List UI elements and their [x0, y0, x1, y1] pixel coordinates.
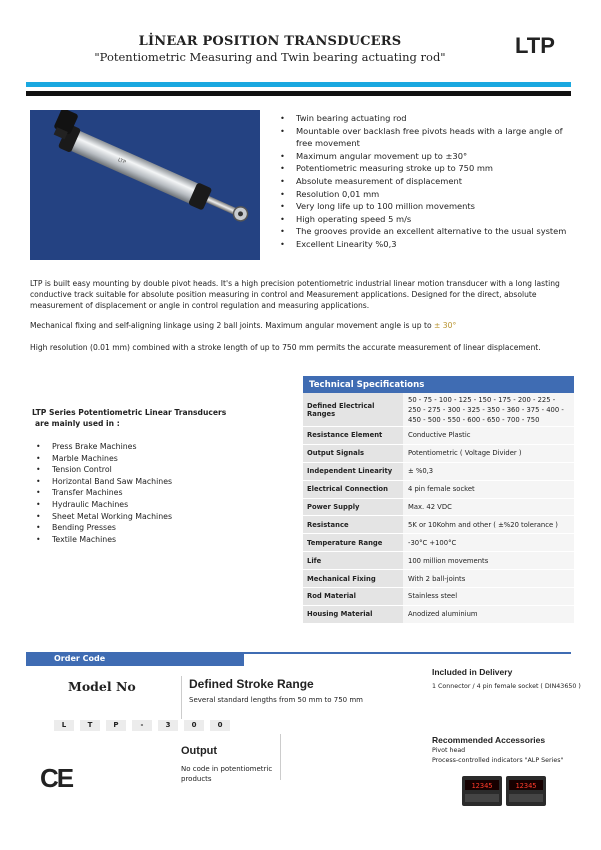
order-code-tab: Order Code: [26, 653, 244, 666]
feature-item: • Mountable over backlash free pivots heads with a large angle of free movement: [280, 125, 580, 150]
spec-row: [303, 445, 574, 463]
spec-key: Independent Linearity: [303, 463, 403, 480]
product-code: LTP: [515, 33, 555, 58]
svg-text:LTP: LTP: [116, 157, 127, 166]
spec-key: Resistance: [303, 516, 403, 533]
spec-row: [303, 534, 574, 552]
spec-row: [303, 552, 574, 570]
spec-value: 50 - 75 - 100 - 125 - 150 - 175 - 200 - 225 - 250 - 275 - 300 - 325 - 350 - 360 - 375 - 400 - 450 - 500 - 550 - 600 - 650 - 700 - 750: [403, 393, 574, 426]
description-text: Mechanical fixing and self-aligning linkage using 2 ball joints. Maximum angular movement angle is up to: [30, 321, 435, 330]
application-item: • Marble Machines: [36, 453, 172, 465]
spec-value: Max. 42 VDC: [403, 499, 574, 516]
spec-row: [303, 427, 574, 445]
feature-item: • Resolution 0,01 mm: [280, 188, 580, 201]
spec-value: -30°C +100°C: [403, 534, 574, 551]
delivery-text: 1 Connector / 4 pin female socket ( DIN43650 ): [432, 683, 581, 690]
description-paragraph-3: High resolution (0.01 mm) combined with a stroke length of up to 750 mm permits the accurate measurement of linear displacement.: [30, 343, 541, 352]
spec-key: Housing Material: [303, 606, 403, 623]
feature-item: • High operating speed 5 m/s: [280, 213, 580, 226]
application-item: • Bending Presses: [36, 522, 172, 534]
spec-value: 5K or 10Kohm and other ( ±%20 tolerance ): [403, 516, 574, 533]
product-photo: [30, 110, 260, 260]
stroke-range-title: Defined Stroke Range: [189, 677, 314, 691]
indicator-device-image: [460, 770, 548, 812]
feature-item: • Maximum angular movement up to ±30°: [280, 150, 580, 163]
spec-key: Output Signals: [303, 445, 403, 462]
output-subtitle: No code in potentiometric products: [181, 765, 273, 783]
order-code-cell: -: [132, 720, 152, 731]
spec-row: [303, 570, 574, 588]
order-code-cell: 0: [184, 720, 204, 731]
application-item: • Sheet Metal Working Machines: [36, 511, 172, 523]
spec-key: Resistance Element: [303, 427, 403, 444]
spec-value: With 2 ball-joints: [403, 570, 574, 587]
spec-value: Stainless steel: [403, 588, 574, 605]
applications-title: [32, 408, 232, 429]
spec-key: Defined Electrical Ranges: [303, 393, 403, 426]
applications-title-line-1: LTP Series Potentiometric Linear Transducers: [32, 408, 227, 417]
application-item: • Horizontal Band Saw Machines: [36, 476, 172, 488]
application-item: • Transfer Machines: [36, 487, 172, 499]
order-divider-line: [181, 676, 182, 719]
spec-value: ± %0,3: [403, 463, 574, 480]
feature-item: • Very long life up to 100 million movements: [280, 200, 580, 213]
accessory-item: Process-controlled indicators "ALP Series": [432, 757, 564, 764]
delivery-title: Included in Delivery: [432, 667, 513, 677]
page-subtitle: "Potentiometric Measuring and Twin bearing actuating rod": [94, 50, 446, 64]
spec-row: [303, 516, 574, 534]
feature-item: • The grooves provide an excellent alternative to the usual system: [280, 225, 580, 238]
spec-value: Potentiometric ( Voltage Divider ): [403, 445, 574, 462]
spec-row: [303, 588, 574, 606]
accessory-item: Pivot head: [432, 747, 466, 754]
page-title: LİNEAR POSITION TRANSDUCERS: [138, 34, 402, 49]
application-item: • Textile Machines: [36, 534, 172, 546]
applications-list: [36, 441, 172, 545]
spec-value: 100 million movements: [403, 552, 574, 569]
spec-key: Power Supply: [303, 499, 403, 516]
order-code-cell: 0: [210, 720, 230, 731]
spec-key: Life: [303, 552, 403, 569]
spec-table-title: Technical Specifications: [303, 376, 574, 393]
accessories-list: [432, 746, 563, 766]
description-paragraph-1: LTP is built easy mounting by double pivot heads. It's a high precision potentiometric industrial linear motion transducer with a long lasting conductive track suitable for absolute position measuring in control and Measurement applications. Designed for the direct, absolute measurement of displacement or angle in control regulation and measuring applications.: [30, 279, 560, 311]
spec-value: Anodized aluminium: [403, 606, 574, 623]
spec-row: [303, 499, 574, 517]
spec-key: Electrical Connection: [303, 481, 403, 498]
angle-highlight: ± 30°: [434, 321, 457, 330]
order-code-cell: P: [106, 720, 126, 731]
feature-item: • Excellent Linearity %0,3: [280, 238, 580, 251]
spec-row: [303, 606, 574, 624]
spec-table: [303, 376, 574, 624]
spec-row: [303, 481, 574, 499]
feature-item: • Twin bearing actuating rod: [280, 112, 580, 125]
output-title: Output: [181, 745, 218, 757]
model-no-label: Model No: [68, 679, 136, 694]
description-paragraph-2: [30, 320, 570, 331]
stroke-range-subtitle: Several standard lengths from 50 mm to 750 mm: [189, 696, 363, 704]
order-code-cell: L: [54, 720, 74, 731]
spec-value: Conductive Plastic: [403, 427, 574, 444]
indicator-bottom-readout: 12345: [515, 782, 537, 790]
applications-title-line-2: are mainly used in :: [35, 418, 120, 428]
feature-item: • Potentiometric measuring stroke up to 750 mm: [280, 162, 580, 175]
order-code-cell: 3: [158, 720, 178, 731]
feature-list: [280, 112, 580, 251]
order-code-cells: [54, 720, 236, 731]
feature-item: • Absolute measurement of displacement: [280, 175, 580, 188]
spec-row: [303, 393, 574, 427]
application-item: • Hydraulic Machines: [36, 499, 172, 511]
spec-row: [303, 463, 574, 481]
spec-key: Temperature Range: [303, 534, 403, 551]
header-black-bar: [26, 91, 571, 96]
ce-mark: CE: [40, 763, 73, 793]
spec-key: Mechanical Fixing: [303, 570, 403, 587]
spec-value: 4 pin female socket: [403, 481, 574, 498]
spec-key: Rod Material: [303, 588, 403, 605]
application-item: • Tension Control: [36, 464, 172, 476]
order-code-cell: T: [80, 720, 100, 731]
application-item: • Press Brake Machines: [36, 441, 172, 453]
header-cyan-bar: [26, 82, 571, 87]
accessories-title: Recommended Accessories: [432, 735, 546, 745]
indicator-top-readout: 12345: [471, 782, 493, 790]
